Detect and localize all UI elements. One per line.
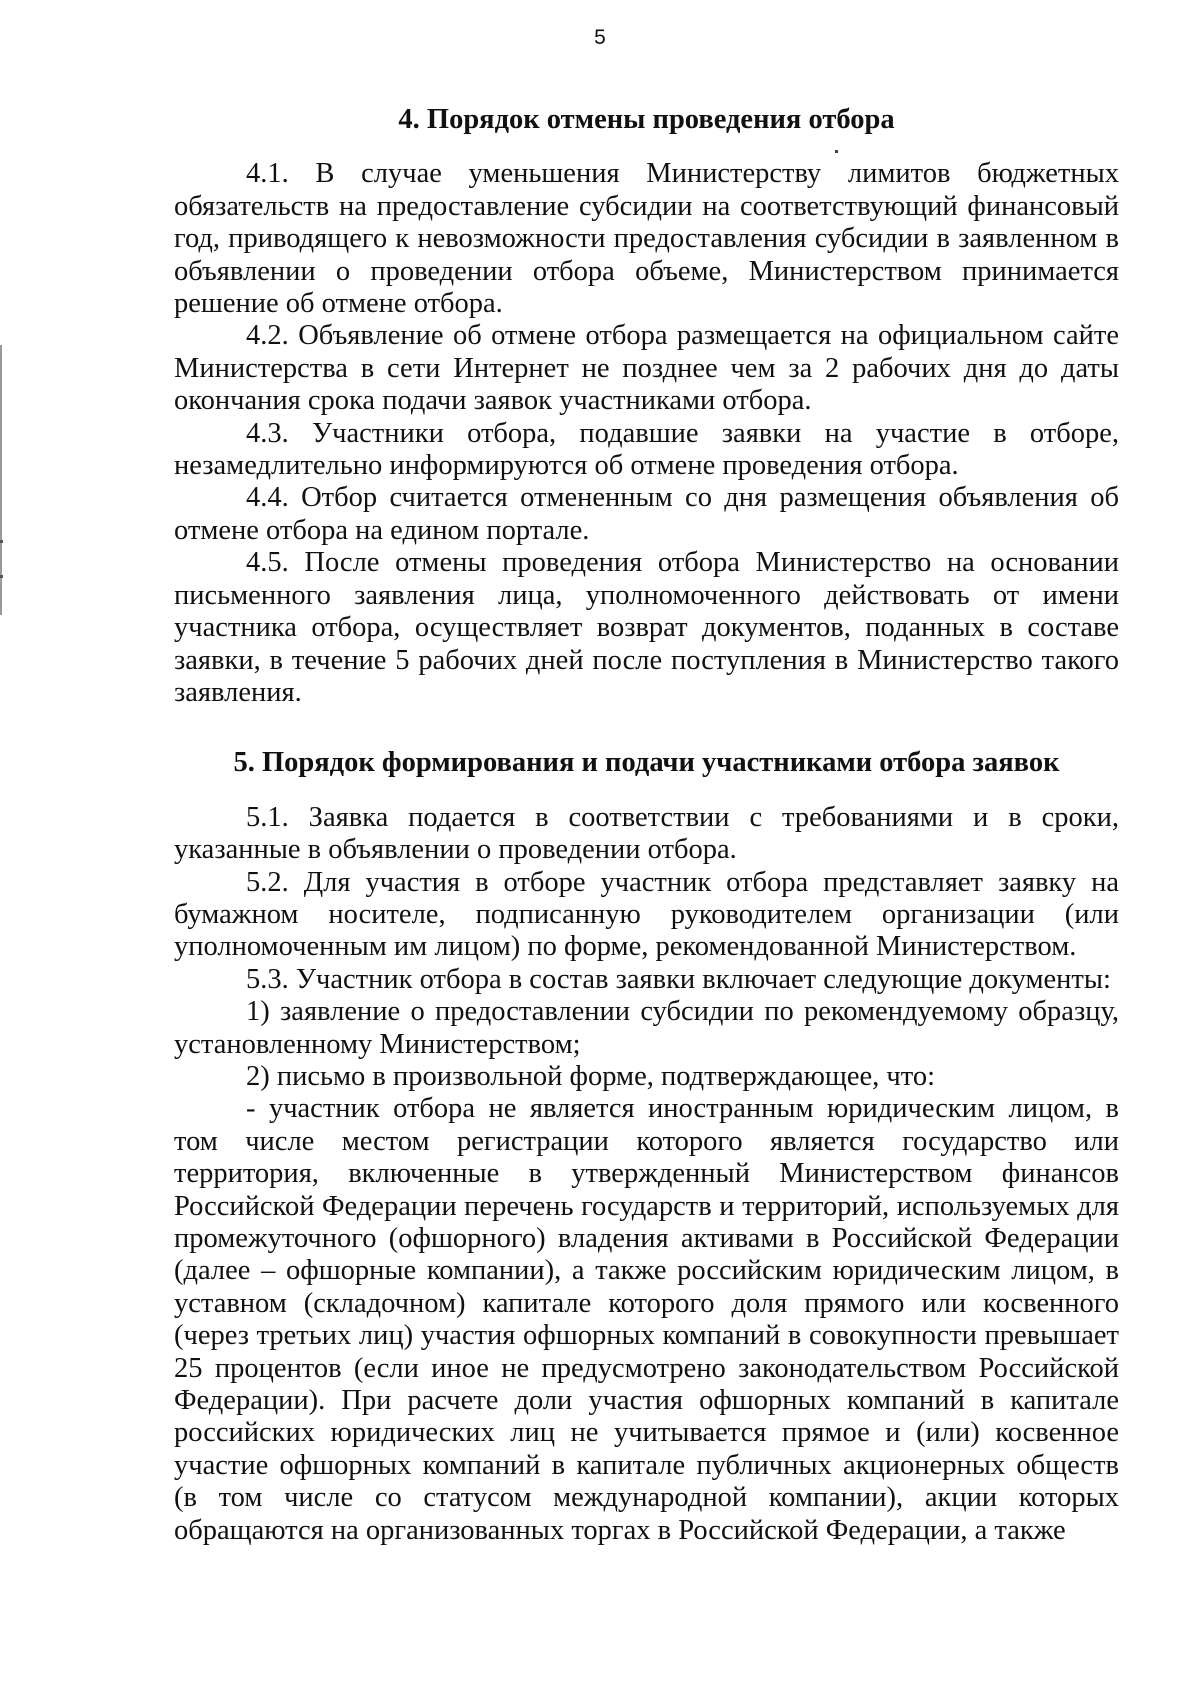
scan-artifact [0, 575, 3, 578]
paragraph-4-1: 4.1. В случае уменьшения Министерству лимитов бюджетных обязательств на предоставление субсидии на соответствующий финансовый год, приводящего к невозможности предоставления субсидии в заявленном в объявлении о проведении отбора объеме, Министерством принимается решение об отмене отбора. [174, 158, 1119, 320]
section-4-heading: 4. Порядок отмены проведения отбора [398, 104, 895, 135]
list-item-2: 2) письмо в произвольной форме, подтверждающее, что: [246, 1060, 936, 1092]
paragraph-5-3: 5.3. Участник отбора в состав заявки включает следующие документы: [246, 963, 1111, 995]
paragraph-4-5: 4.5. После отмены проведения отбора Министерство на основании письменного заявления лица, уполномоченного действовать от имени участника отбора, осуществляет возврат документов, поданных в составе заявки, в течение 5 рабочих дней после поступления в Министерство такого заявления. [174, 547, 1119, 708]
paragraph-5-2: 5.2. Для участия в отборе участник отбора представляет заявку на бумажном носителе, подписанную руководителем организации (или уполномоченным им лицом) по форме, рекомендованной Министерством. [174, 866, 1119, 963]
paragraph-5-1: 5.1. Заявка подается в соответствии с требованиями и в сроки, указанные в объявлении о проведении отбора. [174, 801, 1119, 866]
paragraph-4-4: 4.4. Отбор считается отмененным со дня размещения объявления об отмене отбора на едином портале. [174, 482, 1119, 546]
section-5-heading: 5. Порядок формирования и подачи участниками отбора заявок [233, 747, 1060, 779]
scan-artifact [0, 540, 3, 543]
paragraph-4-2: 4.2. Объявление об отмене отбора размещается на официальном сайте Министерства в сети Интернет не позднее чем за 2 рабочих дня до даты окончания срока подачи заявок участниками отбора. [174, 320, 1119, 417]
list-subitem-offshore: - участник отбора не является иностранным юридическим лицом, в том числе местом регистрации которого является государство или территория, включенные в утвержденный Министерством финансов Российской Федерации перечень государств и территорий, используемых для промежуточного (офшорного) владения активами в Российской Федерации (далее – офшорные компании), а также российским юридическим лицом, в уставном (складочном) капитале которого доля прямого или косвенного (через третьих лиц) участия офшорных компаний в совокупности превышает 25 процентов (если иное не предусмотрено законодательством Российской Федерации). При расчете доли участия офшорных компаний в капитале российских юридических лиц не учитывается прямое и (или) косвенное участие офшорных компаний в капитале публичных акционерных обществ (в том числе со статусом международной компании), акции которых обращаются на организованных торгах в Российской Федерации, а также [174, 1093, 1119, 1546]
list-item-1: 1) заявление о предоставлении субсидии по рекомендуемому образцу, установленному Министерством; [174, 996, 1119, 1060]
page-number: 5 [594, 26, 606, 49]
paragraph-4-3: 4.3. Участники отбора, подавшие заявки на участие в отборе, незамедлительно информируются об отмене проведения отбора. [174, 417, 1119, 482]
document-body [174, 104, 1119, 1547]
